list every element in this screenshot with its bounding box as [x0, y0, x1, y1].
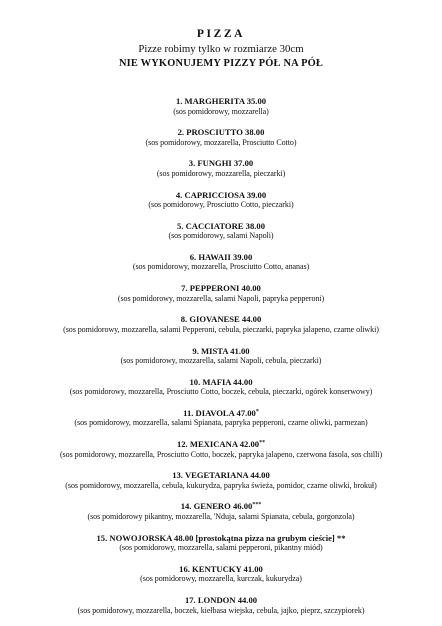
menu-item [0, 439, 442, 460]
menu-item-name-price: 17. LONDON 44.00 [184, 595, 258, 605]
menu-item-title [0, 127, 442, 138]
menu-item-title [0, 346, 442, 357]
menu-item-name-price: 1. MARGHERITA 35.00 [175, 96, 267, 106]
menu-item-ingredients: (sos pomidorowy, mozzarella) [173, 106, 269, 116]
menu-item-title [0, 283, 442, 294]
menu-item-ingredients: (sos pomidorowy, mozzarella, salami pepperoni, pikantny miód) [119, 543, 323, 553]
menu-item-title [0, 221, 442, 232]
menu-item-title [0, 252, 442, 263]
spice-mark: *** [252, 502, 262, 509]
menu-item [0, 595, 442, 616]
menu-item-name-price: 6. HAWAII 39.00 [189, 251, 253, 262]
menu-item [0, 346, 442, 367]
menu-item-ingredients: (sos pomidorowy, mozzarella, salami Spianata, papryka pepperoni, czarne oliwki, parmezan) [74, 418, 368, 428]
menu-item [0, 252, 442, 273]
menu-item-title [0, 96, 442, 107]
menu-item-ingredients: (sos pomidorowy, mozzarella, cebula, kukurydza, papryka świeża, pomidor, czarne oliwki, brokuł) [65, 480, 377, 490]
menu-item-title [0, 564, 442, 575]
menu-item [0, 283, 442, 304]
menu-item-name-price: 14. GENERO 46.00 [180, 501, 253, 512]
menu-item-name-price: 5. CACCIATORE 38.00 [176, 220, 265, 231]
menu-item-name-price: 2. PROSCIUTTO 38.00 [177, 127, 265, 138]
menu-item-ingredients: (sos pomidorowy, mozzarella, pieczarki) [156, 168, 286, 178]
menu-item-ingredients: (sos pomidorowy, mozzarella, kurczak, kukurydza) [140, 574, 302, 584]
menu-item-name-price: 11. DIAVOLA 47.00 [183, 407, 256, 418]
menu-item-title [0, 314, 442, 325]
menu-item-title [0, 501, 442, 512]
menu-item [0, 314, 442, 335]
size-info: Pizze robimy tylko w rozmiarze 30cm [138, 43, 304, 55]
menu-item-ingredients: (sos pomidorowy, mozzarella, salami Napoli, cebula, pieczarki) [120, 356, 322, 365]
menu-item-ingredients: (sos pomidorowy, salami Napoli) [168, 231, 274, 241]
menu-item-name-price: 10. MAFIA 44.00 [189, 376, 253, 387]
menu-item [0, 158, 442, 179]
menu-item-ingredients: (sos pomidorowy, mozzarella, Prosciutto Cotto, boczek, papryka jalapeno, czerwona fasola, sos chilli) [59, 449, 383, 459]
pizza-list [0, 96, 442, 626]
menu-item [0, 470, 442, 491]
menu-item-ingredients: (sos pomidorowy, mozzarella, Prosciutto Cotto, boczek, cebula, pieczarki, ogórek konserwowy) [69, 387, 373, 397]
menu-item-note: [prostokątna pizza na grubym cieście] ** [195, 532, 346, 543]
menu-item [0, 377, 442, 398]
menu-item [0, 127, 442, 148]
menu-item-title [0, 595, 442, 606]
menu-item [0, 501, 442, 522]
menu-item [0, 533, 442, 554]
menu-item-title [0, 377, 442, 388]
menu-item-title [0, 190, 442, 201]
menu-item-name-price: 4. CAPRICCIOSA 39.00 [175, 189, 267, 200]
menu-item [0, 221, 442, 242]
menu-item-name-price: 12. MEXICANA 42.00 [176, 439, 260, 450]
menu-item [0, 564, 442, 585]
menu-item-ingredients: (sos pomidorowy, mozzarella, salami Napoli, papryka pepperoni) [117, 293, 325, 303]
menu-item-ingredients: (sos pomidorowy, mozzarella, Prosciutto Cotto) [145, 137, 297, 147]
menu-item-name-price: 16. KENTUCKY 41.00 [179, 563, 263, 574]
half-half-notice: NIE WYKONUJEMY PIZZY PÓŁ NA PÓŁ [118, 58, 324, 69]
menu-item-title [0, 533, 442, 544]
menu-item-ingredients: (sos pomidorowy, mozzarella, salami Pepperoni, cebula, pieczarki, papryka jalapeno, czarne oliwki) [63, 324, 379, 334]
spice-mark: ** [259, 440, 266, 447]
page-title: PIZZA [196, 28, 246, 40]
menu-item-ingredients: (sos pomidorowy, mozzarella, Prosciutto Cotto, ananas) [132, 262, 310, 272]
menu-item-ingredients: (sos pomidorowy, Prosciutto Cotto, pieczarki) [148, 200, 294, 210]
spice-mark: * [255, 408, 259, 415]
menu-item-ingredients: (sos pomidorowy pikantny, mozzarella, 'Nduja, salami Spianata, cebula, gorgonzola) [87, 511, 355, 521]
menu-item [0, 408, 442, 429]
menu-item-name-price: 3. FUNGHI 37.00 [188, 158, 254, 169]
menu-item-title [0, 470, 442, 481]
menu-item-name-price: 9. MISTA 41.00 [192, 345, 250, 356]
menu-item-name-price: 7. PEPPERONI 40.00 [181, 283, 261, 294]
menu-item-name-price: 13. VEGETARIANA 44.00 [172, 470, 270, 481]
menu-item [0, 96, 442, 117]
menu-item-name-price: 15. NOWOJORSKA 48.00 [96, 532, 196, 543]
menu-item-title [0, 439, 442, 450]
menu-item-name-price: 8. GIOVANESE 44.00 [180, 314, 262, 325]
menu-item-ingredients: (sos pomidorowy, mozzarella, boczek, kiełbasa wiejska, cebula, jajko, pieprz, szczypiorek) [77, 605, 365, 615]
menu-item-title [0, 158, 442, 169]
menu-item-title [0, 408, 442, 419]
menu-item [0, 190, 442, 211]
menu-header [0, 0, 442, 70]
